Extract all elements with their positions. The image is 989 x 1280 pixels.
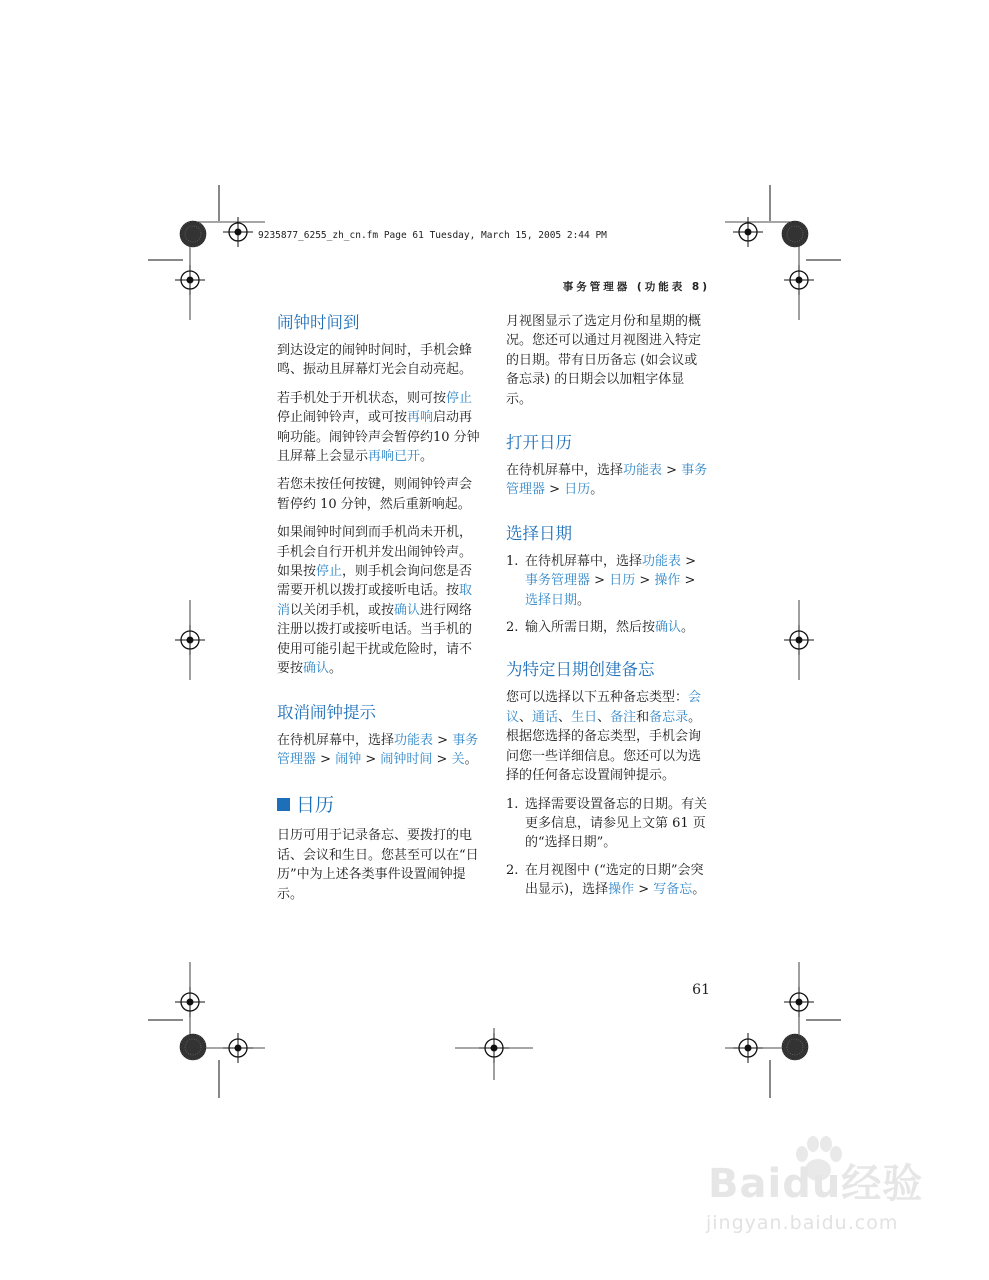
link-snooze-on: 再响已开	[368, 449, 421, 465]
list-item: 2. 输入所需日期，然后按确认。	[506, 620, 695, 636]
link-off: 关	[451, 751, 465, 767]
link-stop: 停止	[446, 390, 473, 406]
link-snooze: 再响	[407, 410, 434, 426]
link-confirm: 确认	[655, 620, 682, 636]
paragraph-alarm-on: 若手机处于开机状态，则可按停止停止闹钟铃声，或可按再响启动再响功能。闹钟铃声会暂停约10 分钟且屏幕上会显示再响已开。	[277, 390, 480, 465]
right-column	[506, 312, 710, 908]
heading-create-note: 为特定日期创建备忘	[506, 660, 655, 680]
paragraph-alarm-no-key: 若您未按任何按键，则闹钟铃声会暂停约 10 分钟，然后重新响起。	[277, 477, 473, 512]
link-calendar: 日历	[609, 573, 636, 589]
create-note-steps	[506, 795, 710, 900]
list-item: 1. 选择需要设置备忘的日期。有关更多信息，请参见上文第 61 页的“选择日期”。	[506, 796, 708, 851]
link-organizer: 事务管理器	[277, 732, 479, 767]
link-make-note: 写备忘	[653, 882, 693, 898]
link-alarm: 闹钟	[335, 751, 362, 767]
heading-cancel-alarm: 取消闹钟提示	[277, 702, 376, 722]
link-select-date: 选择日期	[525, 592, 578, 608]
paragraph-alarm-off: 如果闹钟时间到而手机尚未开机，手机会自行开机并发出闹钟铃声。如果按停止，则手机会询问您是否需要开机以拨打或接听电话。按取消以关闭手机，或按确认进行网络注册以拨打或接听电话。当手机的使用可能引起干扰或危险时，请不要按确认。	[277, 525, 473, 677]
link-note: 备注	[610, 709, 637, 725]
baidu-watermark	[700, 1150, 940, 1250]
paragraph-calendar: 日历可用于记录备忘、要拨打的电话、会议和生日。您甚至可以在“日历”中为上述各类事件设置闹钟提示。	[277, 828, 479, 902]
link-meeting: 会议	[506, 690, 702, 725]
select-date-steps	[506, 552, 710, 638]
link-confirm: 确认	[303, 661, 330, 677]
list-item: 2. 在月视图中 (“选定的日期”会突出显示)，选择操作 > 写备忘。	[506, 862, 706, 898]
running-head: 事务管理器 (功能表 8)	[562, 281, 710, 293]
heading-open-calendar: 打开日历	[506, 433, 572, 453]
file-slug: 9235877_6255_zh_cn.fm Page 61 Tuesday, March 15, 2005 2:44 PM	[258, 230, 607, 241]
link-call: 通话	[532, 709, 559, 725]
left-column	[277, 312, 481, 913]
link-options: 操作	[654, 573, 681, 589]
link-alarm-time: 闹钟时间	[380, 751, 433, 767]
link-birthday: 生日	[571, 709, 598, 725]
link-menu: 功能表	[394, 732, 434, 748]
link-calendar: 日历	[564, 482, 591, 498]
link-cancel: 取消	[277, 583, 473, 618]
heading-calendar: 日历	[277, 792, 481, 818]
watermark-url: jingyan.baidu.com	[706, 1212, 899, 1234]
paragraph-open-calendar: 在待机屏幕中，选择功能表 > 事务管理器 > 日历。	[506, 463, 708, 498]
link-organizer: 事务管理器	[525, 573, 591, 589]
paragraph-cancel-alarm: 在待机屏幕中，选择功能表 > 事务管理器 > 闹钟 > 闹钟时间 > 关。	[277, 732, 479, 767]
link-options: 操作	[608, 882, 635, 898]
watermark-brand: Baidu经验	[708, 1161, 924, 1207]
paragraph-month-view: 月视图显示了选定月份和星期的概况。您还可以通过月视图进入特定的日期。带有日历备忘 (如会议或备忘录) 的日期会以加粗字体显示。	[506, 314, 702, 407]
link-organizer: 事务管理器	[506, 463, 708, 498]
square-bullet-icon	[277, 798, 290, 811]
link-stop: 停止	[316, 564, 343, 580]
page-number: 61	[692, 982, 710, 998]
link-confirm: 确认	[394, 602, 421, 618]
heading-select-date: 选择日期	[506, 523, 572, 543]
list-item: 1. 在待机屏幕中，选择功能表 > 事务管理器 > 日历 > 操作 > 选择日期。	[506, 553, 697, 608]
link-memo: 备忘录	[649, 709, 689, 725]
heading-alarm-time: 闹钟时间到	[277, 313, 360, 332]
link-menu: 功能表	[623, 463, 663, 479]
link-menu: 功能表	[642, 553, 682, 569]
paragraph-alarm-intro: 到达设定的闹钟时间时，手机会蜂鸣、振动且屏幕灯光会自动亮起。	[277, 343, 473, 378]
paragraph-note-types: 您可以选择以下五种备忘类型：会议、通话、生日、备注和备忘录。根据您选择的备忘类型，手机会询问您一些详细信息。您还可以为选择的任何备忘设置闹钟提示。	[506, 690, 702, 784]
